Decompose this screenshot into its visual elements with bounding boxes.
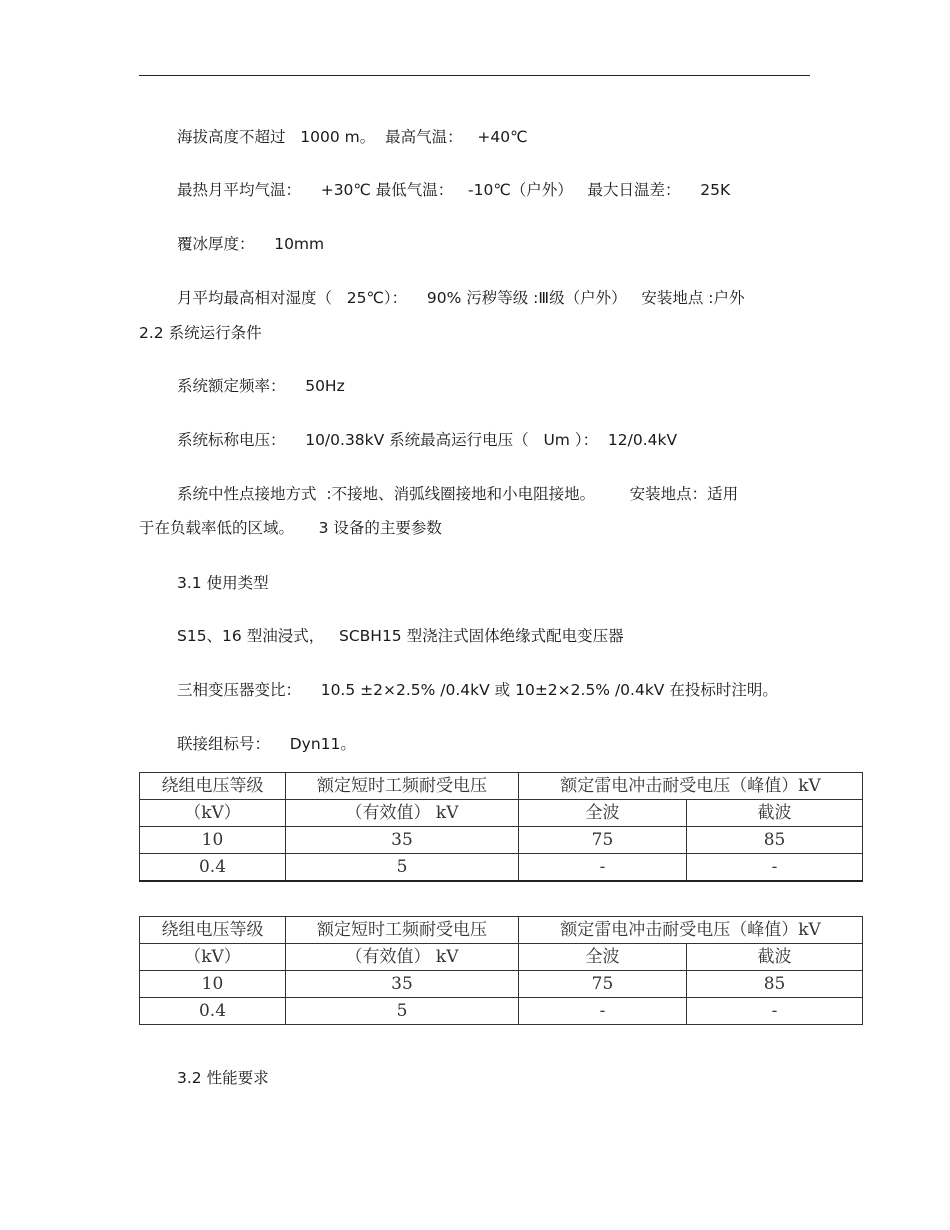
paragraph-humidity: 月平均最高相对湿度（ 25℃）： 90% 污秽等级 :Ⅲ级（户外） 安装地点 :户外 — [177, 289, 745, 307]
table-cell: - — [687, 998, 863, 1025]
header-lightning: 额定雷电冲击耐受电压（峰值）kV — [519, 773, 863, 800]
table-cell: 5 — [286, 998, 519, 1025]
table-cell: 75 — [519, 827, 687, 854]
paragraph-neutral: 系统中性点接地方式 :不接地、消弧线圈接地和小电阻接地。 安装地点：适用 — [177, 485, 739, 503]
voltage-table-1 — [139, 772, 863, 882]
header-lightning: 额定雷电冲击耐受电压（峰值）kV — [519, 917, 863, 944]
paragraph-ratio: 三相变压器变比： 10.5 ±2×2.5% /0.4kV 或 10±2×2.5% /0.4kV 在投标时注明。 — [177, 681, 778, 699]
paragraph-ice: 覆冰厚度： 10mm — [177, 235, 325, 253]
table-cell: 35 — [286, 827, 519, 854]
paragraph-altitude: 海拔高度不超过 1000 m。 最高气温： +40℃ — [177, 128, 528, 146]
table-cell: 10 — [140, 971, 286, 998]
table-cell: 85 — [687, 827, 863, 854]
paragraph-temperature: 最热月平均气温： +30℃ 最低气温： -10℃（户外） 最大日温差： 25K — [177, 181, 731, 199]
table-cell: 0.4 — [140, 998, 286, 1025]
header-power-freq: 额定短时工频耐受电压 — [286, 917, 519, 944]
header-chopped-wave: 截波 — [687, 800, 863, 827]
header-winding-voltage: 绕组电压等级 — [140, 773, 286, 800]
section-heading-3-1: 3.1 使用类型 — [177, 574, 269, 592]
paragraph-neutral-cont: 于在负载率低的区域。 3 设备的主要参数 — [139, 519, 442, 537]
table-cell: 75 — [519, 971, 687, 998]
header-rule — [139, 75, 810, 76]
table-cell: - — [519, 998, 687, 1025]
header-full-wave: 全波 — [519, 800, 687, 827]
header-winding-unit: （kV） — [140, 944, 286, 971]
header-power-freq-unit: （有效值） kV — [286, 944, 519, 971]
table-cell: - — [519, 854, 687, 882]
table-cell: 0.4 — [140, 854, 286, 882]
table-cell: 85 — [687, 971, 863, 998]
header-power-freq: 额定短时工频耐受电压 — [286, 773, 519, 800]
header-winding-voltage: 绕组电压等级 — [140, 917, 286, 944]
paragraph-voltage: 系统标称电压： 10/0.38kV 系统最高运行电压（ Um ）： 12/0.4kV — [177, 431, 678, 449]
table-cell: - — [687, 854, 863, 882]
paragraph-type: S15、16 型油浸式， SCBH15 型浇注式固体绝缘式配电变压器 — [177, 627, 624, 645]
section-heading-2-2: 2.2 系统运行条件 — [139, 324, 262, 342]
header-full-wave: 全波 — [519, 944, 687, 971]
header-winding-unit: （kV） — [140, 800, 286, 827]
section-heading-3-2: 3.2 性能要求 — [177, 1069, 269, 1087]
header-chopped-wave: 截波 — [687, 944, 863, 971]
table-cell: 10 — [140, 827, 286, 854]
header-power-freq-unit: （有效值） kV — [286, 800, 519, 827]
paragraph-frequency: 系统额定频率： 50Hz — [177, 377, 345, 395]
paragraph-vector-group: 联接组标号： Dyn11。 — [177, 735, 356, 753]
voltage-table-2 — [139, 916, 863, 1025]
table-cell: 5 — [286, 854, 519, 882]
table-cell: 35 — [286, 971, 519, 998]
